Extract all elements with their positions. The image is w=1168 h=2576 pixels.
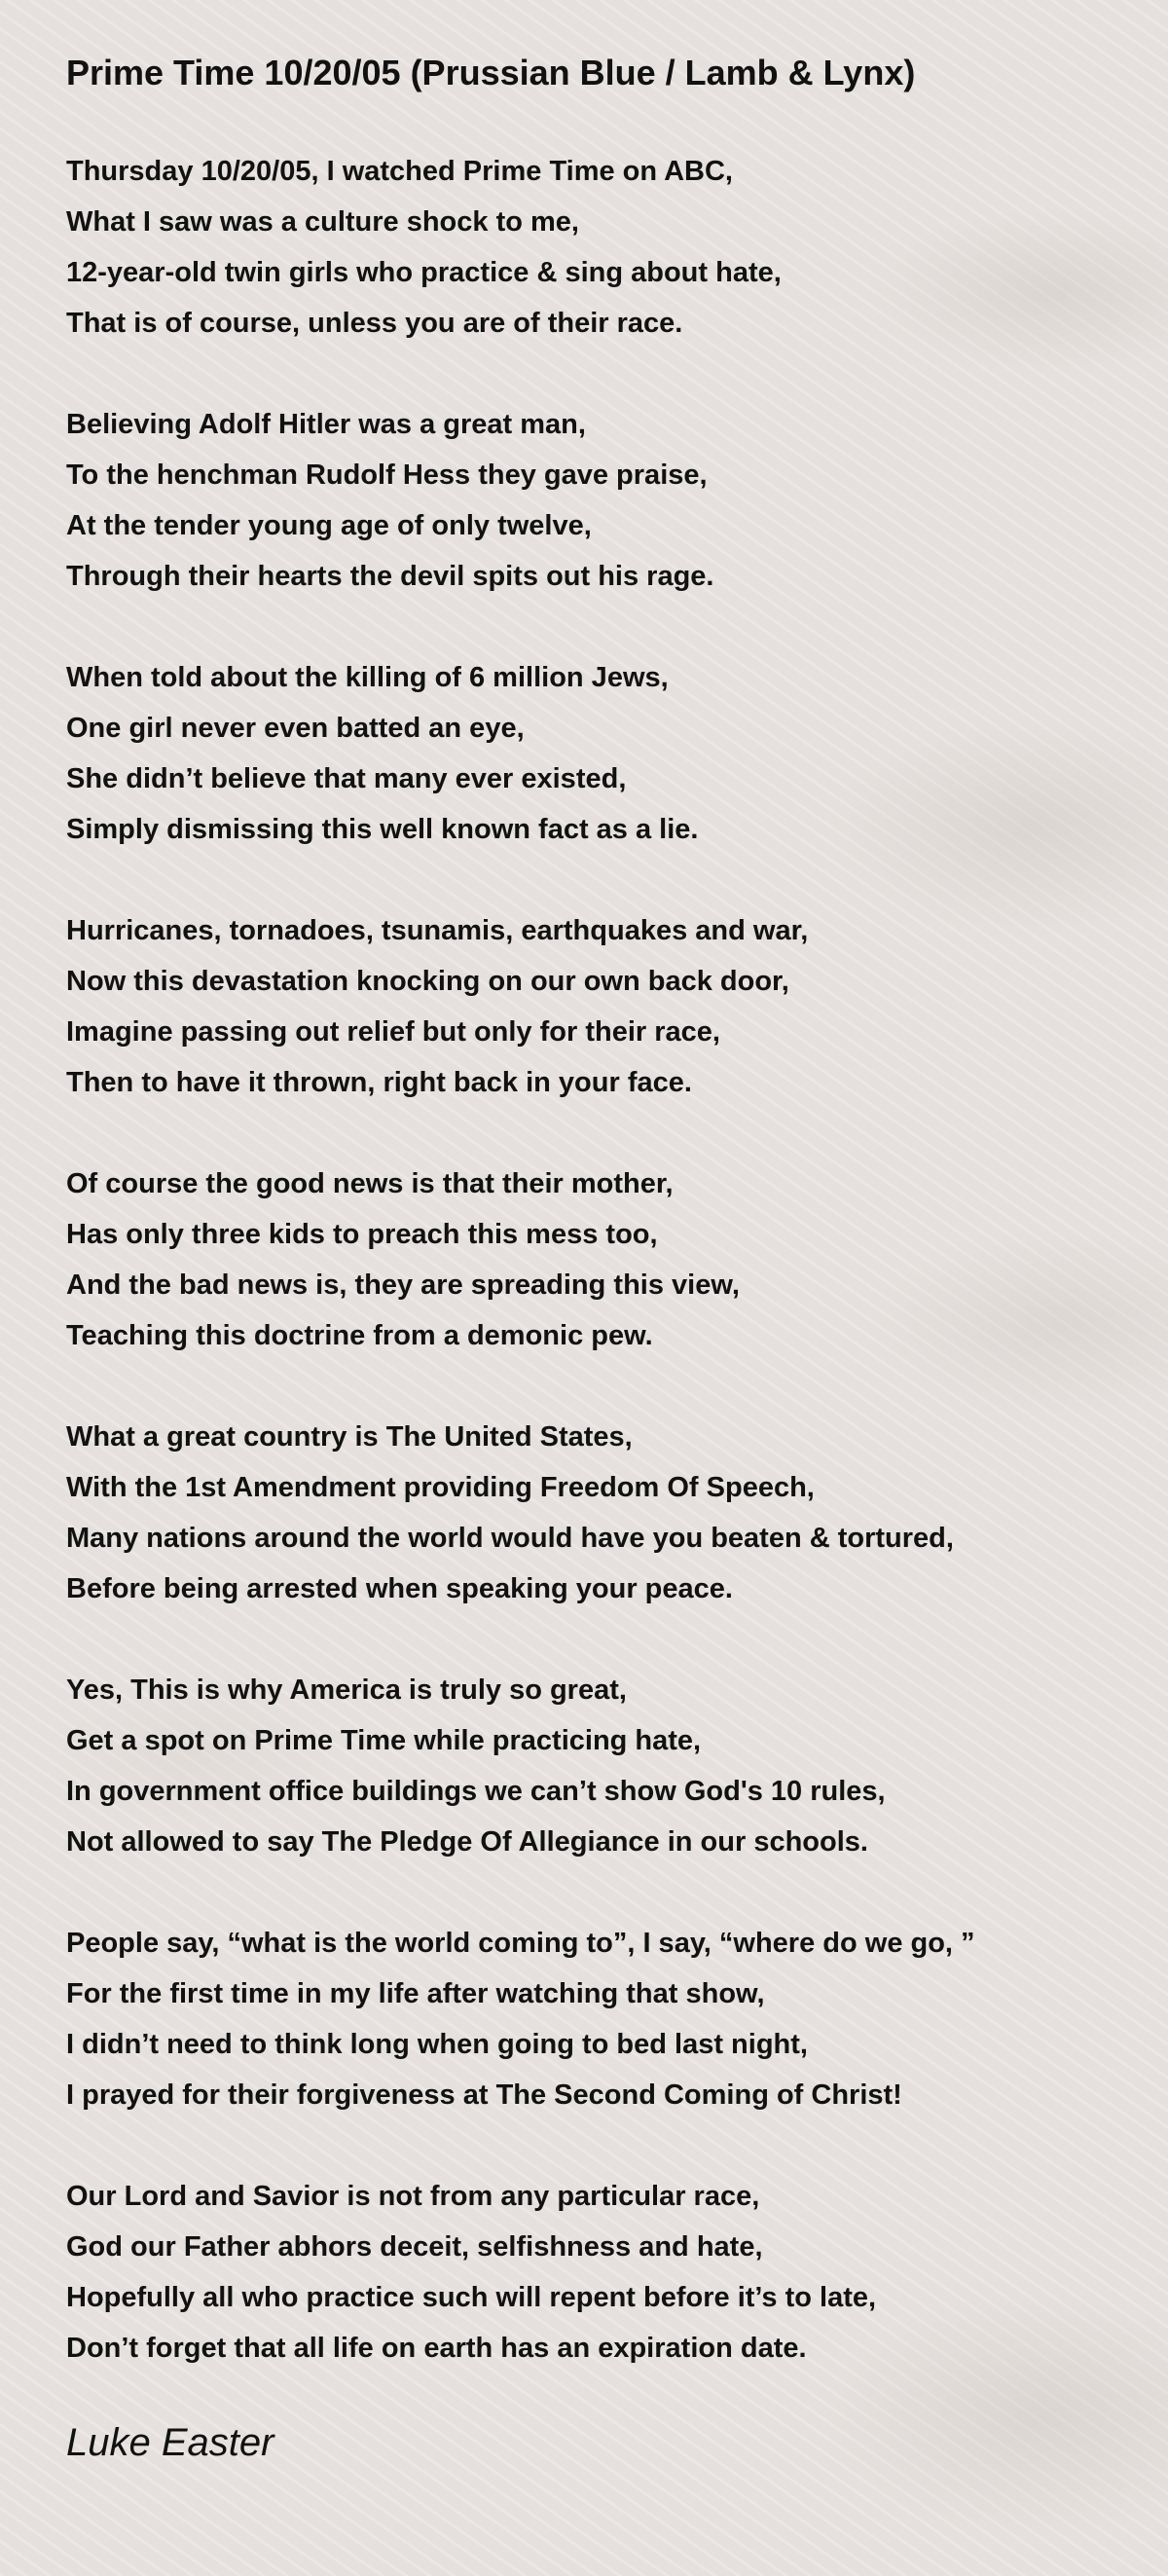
poem-line: She didn’t believe that many ever existed, [66,763,627,794]
poem-line: I prayed for their forgiveness at The Second Coming of Christ! [66,2079,902,2111]
poem-line: Of course the good news is that their mother, [66,1168,674,1199]
poem-line: Before being arrested when speaking your peace. [66,1573,733,1604]
poem-line: Hurricanes, tornadoes, tsunamis, earthquakes and war, [66,915,809,946]
poem-line: Get a spot on Prime Time while practicing hate, [66,1725,702,1756]
poem-line: Many nations around the world would have you beaten & tortured, [66,1523,954,1554]
poem-line: Yes, This is why America is truly so great, [66,1674,627,1706]
poem-line: People say, “what is the world coming to”, I say, “where do we go, ” [66,1928,975,1959]
poem-stanza [66,2171,1117,2374]
poem-line: Believing Adolf Hitler was a great man, [66,409,586,440]
poem-line: Imagine passing out relief but only for their race, [66,1016,720,1048]
poem-line: Not allowed to say The Pledge Of Allegiance in our schools. [66,1826,868,1858]
poem-author: Luke Easter [66,2421,274,2464]
poem-line: Simply dismissing this well known fact as a lie. [66,814,699,845]
poem-line: Our Lord and Savior is not from any particular race, [66,2181,760,2212]
poem-stanza [66,1412,1117,1614]
poem-line: At the tender young age of only twelve, [66,510,592,541]
poem-line: For the first time in my life after watching that show, [66,1978,765,2009]
poem-body [66,146,1117,2374]
poem-stanza [66,652,1117,855]
poem-line: What a great country is The United States, [66,1421,633,1453]
poem-line: 12-year-old twin girls who practice & sing about hate, [66,257,782,288]
poem-line: Teaching this doctrine from a demonic pew. [66,1320,653,1351]
poem-line: Don’t forget that all life on earth has an expiration date. [66,2333,807,2364]
poem-stanza [66,1159,1117,1361]
poem-line: Now this devastation knocking on our own back door, [66,966,789,997]
poem-line: Has only three kids to preach this mess too, [66,1219,658,1250]
poem-line: One girl never even batted an eye, [66,713,525,744]
poem-line: Through their hearts the devil spits out his rage. [66,561,714,592]
poem-stanza [66,146,1117,349]
poem-line: And the bad news is, they are spreading this view, [66,1270,740,1301]
poem-stanza [66,399,1117,602]
poem-line: In government office buildings we can’t show God's 10 rules, [66,1776,886,1807]
poem-title: Prime Time 10/20/05 (Prussian Blue / Lamb & Lynx) [66,53,916,92]
poem-page [66,51,1117,2467]
poem-line: I didn’t need to think long when going to bed last night, [66,2029,808,2060]
poem-line: Thursday 10/20/05, I watched Prime Time on ABC, [66,156,733,187]
poem-line: When told about the killing of 6 million Jews, [66,662,669,693]
poem-stanza [66,1665,1117,1867]
poem-stanza [66,905,1117,1108]
poem-stanza [66,1918,1117,2120]
poem-line: To the henchman Rudolf Hess they gave praise, [66,460,708,491]
poem-line: That is of course, unless you are of their race. [66,308,683,339]
poem-line: With the 1st Amendment providing Freedom Of Speech, [66,1472,815,1503]
poem-line: Then to have it thrown, right back in your face. [66,1067,692,1098]
poem-line: God our Father abhors deceit, selfishness and hate, [66,2231,763,2263]
poem-line: What I saw was a culture shock to me, [66,206,579,238]
poem-line: Hopefully all who practice such will repent before it’s to late, [66,2282,877,2313]
